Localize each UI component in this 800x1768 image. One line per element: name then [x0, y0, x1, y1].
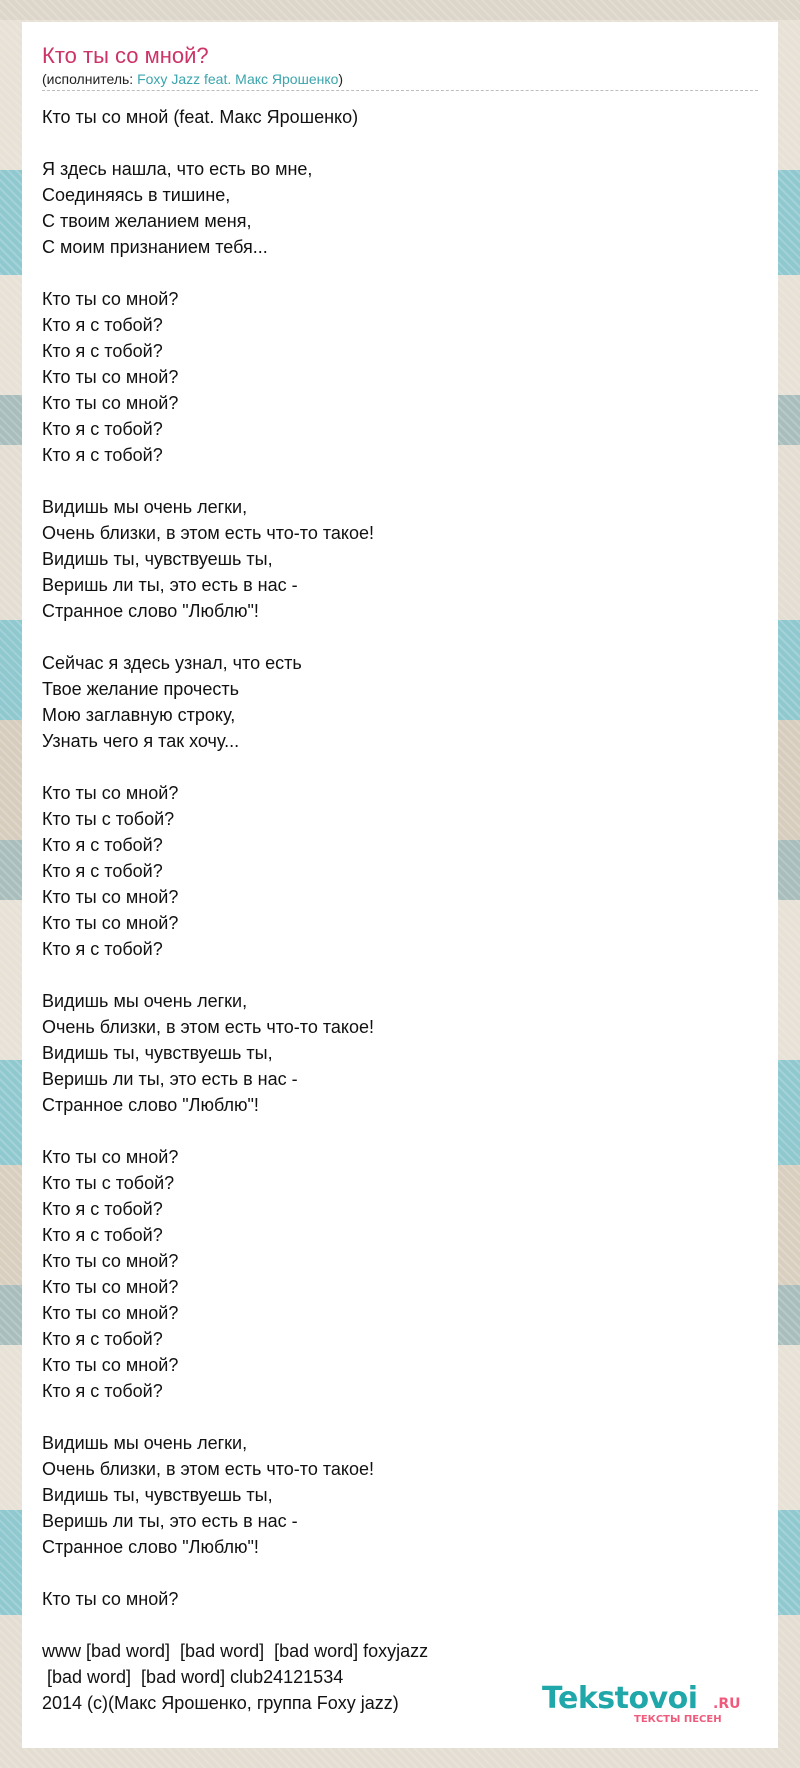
lyrics-blank-line [42, 962, 758, 988]
lyrics-line: Кто я с тобой? [42, 419, 163, 439]
lyrics-line: [bad word] [bad word] club24121534 [42, 1667, 344, 1687]
lyrics-line: Веришь ли ты, это есть в нас - [42, 1069, 298, 1089]
lyrics-line: С твоим желанием меня, [42, 211, 252, 231]
lyrics-line: Кто ты со мной? [42, 1147, 179, 1167]
lyrics-line: Видишь мы очень легки, [42, 497, 248, 517]
lyrics-line: Кто я с тобой? [42, 1199, 163, 1219]
lyrics-line: Кто я с тобой? [42, 835, 163, 855]
lyrics-card [22, 22, 778, 1748]
lyrics-blank-line [42, 468, 758, 494]
lyrics-line: Кто ты со мной? [42, 1355, 179, 1375]
lyrics-line: Кто ты со мной (feat. Макс Ярошенко) [42, 107, 359, 127]
lyrics-line: www [bad word] [bad word] [bad word] foxyjazz [42, 1641, 429, 1661]
lyrics-blank-line [42, 1404, 758, 1430]
lyrics-line: Кто ты со мной? [42, 1251, 179, 1271]
lyrics-blank-line [42, 754, 758, 780]
artist-line [42, 70, 758, 91]
lyrics-line: Твое желание прочесть [42, 679, 239, 699]
lyrics-line: Кто я с тобой? [42, 1381, 163, 1401]
lyrics-line: Очень близки, в этом есть что-то такое! [42, 1459, 374, 1479]
song-title: Кто ты со мной? [42, 43, 209, 68]
logo-wordmark: Tekstovoi [542, 1681, 698, 1716]
lyrics-line: Странное слово "Люблю"! [42, 601, 259, 621]
lyrics-blank-line [42, 260, 758, 286]
lyrics-line: Видишь ты, чувствуешь ты, [42, 1485, 273, 1505]
lyrics-line: Кто я с тобой? [42, 1225, 163, 1245]
lyrics-line: Соединяясь в тишине, [42, 185, 231, 205]
lyrics-line: Странное слово "Люблю"! [42, 1095, 259, 1115]
site-logo[interactable] [542, 1682, 752, 1726]
lyrics-line: Кто я с тобой? [42, 939, 163, 959]
lyrics-blank-line [42, 624, 758, 650]
lyrics-line: Кто ты с тобой? [42, 809, 175, 829]
lyrics-line: Кто ты со мной? [42, 367, 179, 387]
lyrics-line: Сейчас я здесь узнал, что есть [42, 653, 302, 673]
lyrics-line: Кто ты со мной? [42, 393, 179, 413]
lyrics-line: Узнать чего я так хочу... [42, 731, 240, 751]
lyrics-line: Странное слово "Люблю"! [42, 1537, 259, 1557]
lyrics-line: Я здесь нашла, что есть во мне, [42, 159, 313, 179]
lyrics-text [42, 104, 758, 1716]
lyrics-line: Видишь мы очень легки, [42, 1433, 248, 1453]
lyrics-line: Кто ты со мной? [42, 1277, 179, 1297]
lyrics-line: Кто ты со мной? [42, 289, 179, 309]
lyrics-line: Мою заглавную строку, [42, 705, 236, 725]
logo-tld: .RU [713, 1696, 741, 1712]
lyrics-line: Видишь ты, чувствуешь ты, [42, 549, 273, 569]
artist-suffix: ) [338, 71, 344, 87]
lyrics-line: Кто ты со мной? [42, 783, 179, 803]
artist-prefix: (исполнитель: [42, 71, 138, 87]
song-header [42, 42, 758, 91]
lyrics-blank-line [42, 1118, 758, 1144]
lyrics-line: Кто я с тобой? [42, 341, 163, 361]
lyrics-line: Веришь ли ты, это есть в нас - [42, 1511, 298, 1531]
lyrics-line: Очень близки, в этом есть что-то такое! [42, 523, 374, 543]
lyrics-line: Кто ты со мной? [42, 1303, 179, 1323]
artist-link[interactable]: Foxy Jazz feat. Макс Ярошенко [137, 71, 339, 87]
lyrics-blank-line [42, 1560, 758, 1586]
lyrics-line: Кто я с тобой? [42, 861, 163, 881]
lyrics-line: С моим признанием тебя... [42, 237, 268, 257]
lyrics-line: Кто ты со мной? [42, 913, 179, 933]
lyrics-line: Видишь мы очень легки, [42, 991, 248, 1011]
lyrics-line: Кто ты со мной? [42, 887, 179, 907]
lyrics-line: Веришь ли ты, это есть в нас - [42, 575, 298, 595]
lyrics-line: Кто ты с тобой? [42, 1173, 175, 1193]
lyrics-blank-line [42, 1612, 758, 1638]
lyrics-line: 2014 (c)(Макс Ярошенко, группа Foxy jazz) [42, 1693, 399, 1713]
lyrics-line: Кто я с тобой? [42, 1329, 163, 1349]
lyrics-line: Очень близки, в этом есть что-то такое! [42, 1017, 374, 1037]
lyrics-line: Кто я с тобой? [42, 315, 163, 335]
lyrics-line: Видишь ты, чувствуешь ты, [42, 1043, 273, 1063]
lyrics-blank-line [42, 130, 758, 156]
lyrics-line: Кто я с тобой? [42, 445, 163, 465]
lyrics-line: Кто ты со мной? [42, 1589, 179, 1609]
logo-tagline: ТЕКСТЫ ПЕСЕН [634, 1714, 722, 1725]
